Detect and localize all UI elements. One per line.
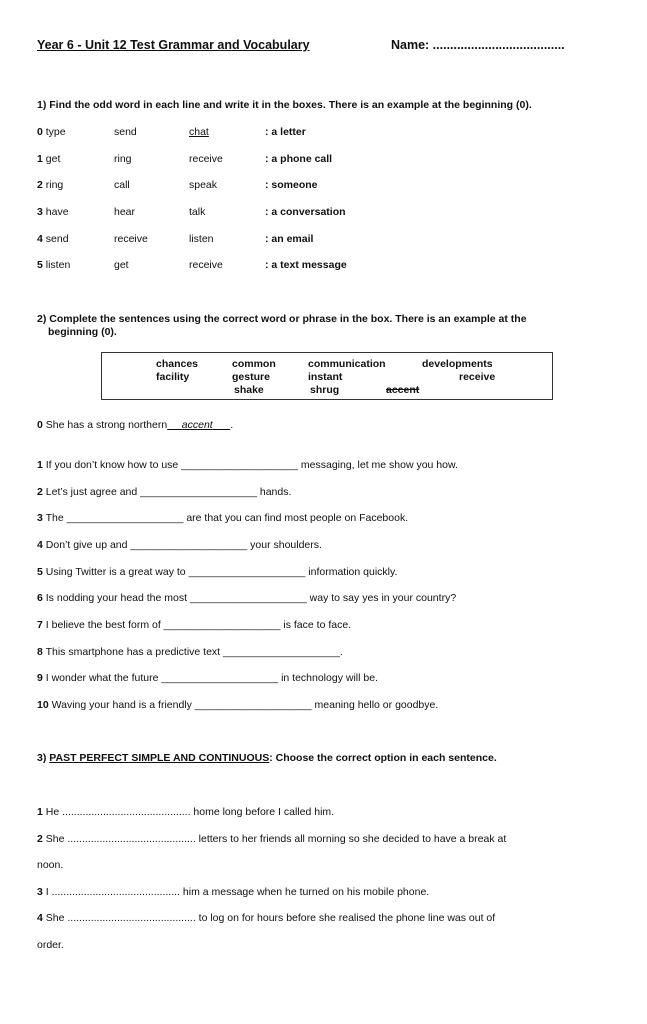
row-word-2: ring	[114, 153, 132, 165]
answer-blank[interactable]: ____________________	[223, 646, 340, 658]
list-item: 4 Don’t give up and ____________________ your shoulders.	[37, 539, 322, 551]
example-answer: accent	[181, 419, 213, 431]
list-item-continuation: order.	[37, 939, 64, 951]
sentence-after: .	[230, 419, 234, 431]
row-number: 1	[37, 153, 43, 165]
list-item: 3 I ............................................ him a message when he turned on his mobile phone.	[37, 886, 430, 898]
list-item: 8 This smartphone has a predictive text ____________________.	[37, 646, 343, 658]
row-number: 2	[37, 179, 43, 191]
section3-instruction: 3) PAST PERFECT SIMPLE AND CONTINUOUS: Choose the correct option in each sentence.	[37, 752, 497, 764]
list-item: 1 He ............................................ home long before I called him.	[37, 806, 335, 818]
word-receive: receive	[459, 371, 496, 383]
section2-instruction-line2: beginning (0).	[48, 326, 117, 338]
word-instant: instant	[308, 371, 343, 383]
row-result: : a phone call	[265, 153, 333, 165]
sentence-before: She has a strong northern	[45, 419, 168, 431]
answer-blank[interactable]: ____________________	[66, 512, 184, 524]
section1-instruction: 1) Find the odd word in each line and write it in the boxes. There is an example at the beginning (0).	[37, 99, 532, 111]
word-common: common	[232, 358, 276, 370]
word-box	[101, 352, 553, 400]
answer-dots[interactable]: ............................................	[51, 886, 180, 898]
row-word-3: receive	[189, 259, 223, 271]
row-word-2: call	[114, 179, 130, 191]
row-number: 5	[37, 259, 43, 271]
answer-dots[interactable]: ............................................	[67, 912, 196, 924]
row-result: : an email	[265, 233, 314, 245]
row-word-2: hear	[114, 206, 136, 218]
row-word-3: speak	[189, 179, 218, 191]
word-accent-used: accent	[386, 384, 420, 396]
row-word-1: ring	[45, 179, 64, 191]
row-word-2: get	[114, 259, 129, 271]
name-field[interactable]: Name: ......................................	[391, 38, 565, 52]
section2-instruction-line1: 2) Complete the sentences using the correct word or phrase in the box. There is an example at the	[37, 313, 527, 325]
row-result: : a conversation	[265, 206, 346, 218]
answer-blank[interactable]: ____________________	[163, 619, 281, 631]
row-number: 0	[37, 126, 43, 138]
table-row	[37, 206, 69, 218]
list-item: 3 The ____________________ are that you can find most people on Facebook.	[37, 512, 409, 524]
list-item: 6 Is nodding your head the most ____________________ way to say yes in your country?	[37, 592, 457, 604]
row-result: : someone	[265, 179, 318, 191]
list-item: 2 She ............................................ letters to her friends all morning so she decided to have a break at	[37, 833, 507, 845]
section3-topic: PAST PERFECT SIMPLE AND CONTINUOUS	[49, 752, 270, 764]
word-developments: developments	[422, 358, 493, 370]
list-item: 4 She ............................................ to log on for hours before she realised the phone line was out of	[37, 912, 496, 924]
word-shake: shake	[234, 384, 264, 396]
answer-dots[interactable]: ............................................	[62, 806, 191, 818]
row-word-1: type	[45, 126, 66, 138]
list-item: 10 Waving your hand is a friendly ____________________ meaning hello or goodbye.	[37, 699, 439, 711]
row-result: : a text message	[265, 259, 347, 271]
list-item: 1 If you don’t know how to use ____________________ messaging, let me show you how.	[37, 459, 458, 471]
table-row	[37, 233, 69, 245]
row-number: 3	[37, 206, 43, 218]
answer-blank[interactable]: ____________________	[161, 672, 279, 684]
word-chances: chances	[156, 358, 199, 370]
example-sentence	[37, 419, 233, 431]
sentence-number: 0	[37, 419, 43, 431]
row-word-2: receive	[114, 233, 148, 245]
list-item: 7 I believe the best form of ____________________ is face to face.	[37, 619, 352, 631]
word-facility: facility	[156, 371, 190, 383]
worksheet-title: Year 6 - Unit 12 Test Grammar and Vocabulary	[37, 38, 310, 52]
row-word-3: receive	[189, 153, 223, 165]
answer-blank[interactable]: ____________________	[194, 699, 312, 711]
answer-blank[interactable]: ____________________	[188, 566, 306, 578]
table-row	[37, 126, 66, 138]
row-word-1: have	[45, 206, 69, 218]
row-word-1: listen	[45, 259, 71, 271]
row-result: : a letter	[265, 126, 306, 138]
word-gesture: gesture	[232, 371, 270, 383]
row-word-3-example-answer: chat	[189, 126, 209, 138]
list-item: 9 I wonder what the future ____________________ in technology will be.	[37, 672, 378, 684]
word-communication: communication	[308, 358, 386, 370]
list-item-continuation: noon.	[37, 859, 64, 871]
answer-blank[interactable]: ____________________	[189, 592, 307, 604]
list-item: 2 Let’s just agree and ____________________ hands.	[37, 486, 292, 498]
list-item: 5 Using Twitter is a great way to ____________________ information quickly.	[37, 566, 398, 578]
row-number: 4	[37, 233, 43, 245]
table-row	[37, 259, 70, 271]
row-word-3: listen	[189, 233, 214, 245]
word-shrug: shrug	[310, 384, 340, 396]
row-word-1: get	[45, 153, 61, 165]
row-word-1: send	[45, 233, 69, 245]
row-word-2: send	[114, 126, 137, 138]
row-word-3: talk	[189, 206, 206, 218]
answer-blank[interactable]: ____________________	[140, 486, 257, 498]
table-row	[37, 153, 60, 165]
answer-blank[interactable]: ____________________	[130, 539, 248, 551]
answer-dots[interactable]: ............................................	[67, 833, 196, 845]
table-row	[37, 179, 63, 191]
answer-blank[interactable]: ____________________	[181, 459, 298, 471]
